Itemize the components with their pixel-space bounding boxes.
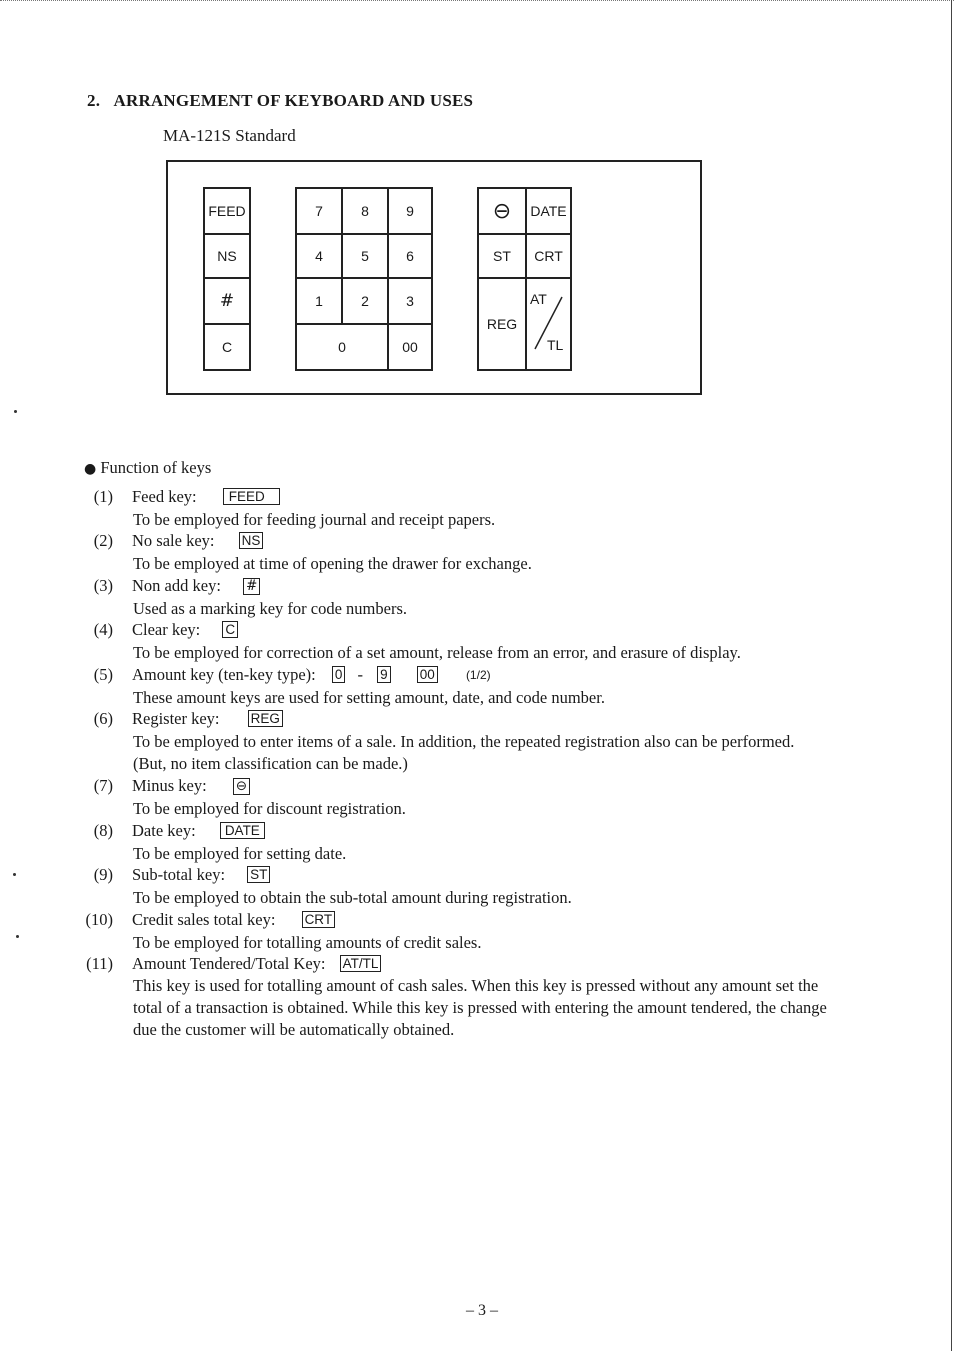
- key-ref: DATE: [220, 822, 265, 839]
- key-ref: ⊖: [233, 778, 250, 795]
- key-clear: C: [203, 323, 251, 371]
- scan-edge: [0, 0, 954, 3]
- key-4: 4: [295, 233, 343, 279]
- section-number: 2.: [87, 91, 101, 110]
- function-heading: ● Function of keys: [84, 458, 212, 477]
- key-6: 6: [387, 233, 433, 279]
- page-number: – 3 –: [466, 1302, 498, 1319]
- key-3: 3: [387, 277, 433, 325]
- key-ref: FEED: [223, 488, 280, 505]
- key-ref: NS: [239, 532, 264, 549]
- section-heading: [87, 91, 473, 111]
- key-at-label: AT: [530, 291, 547, 307]
- key-at-tl: [525, 277, 572, 371]
- key-00: 00: [387, 323, 433, 371]
- key-7: 7: [295, 187, 343, 235]
- key-2: 2: [341, 277, 389, 325]
- key-non-add: #: [203, 277, 251, 325]
- key-st: ST: [477, 233, 527, 279]
- key-crt: CRT: [525, 233, 572, 279]
- key-ref: (1/2): [465, 668, 491, 682]
- key-ns: NS: [203, 233, 251, 279]
- key-ref: AT/TL: [340, 955, 382, 972]
- key-date: DATE: [525, 187, 572, 235]
- key-ref: REG: [248, 710, 283, 727]
- scan-edge-right: [951, 0, 952, 1351]
- key-1: 1: [295, 277, 343, 325]
- scan-speck: [14, 410, 17, 413]
- key-9: 9: [387, 187, 433, 235]
- section-title: ARRANGEMENT OF KEYBOARD AND USES: [113, 91, 474, 110]
- key-reg: REG: [477, 277, 527, 371]
- key-ref: #: [243, 578, 260, 595]
- key-5: 5: [341, 233, 389, 279]
- key-ref: 0: [332, 666, 346, 683]
- key-ref: ST: [247, 866, 270, 883]
- model-label: MA-121S Standard: [163, 126, 296, 145]
- scan-speck: [13, 873, 16, 876]
- key-ref: 9: [377, 666, 391, 683]
- scan-speck: [16, 935, 19, 938]
- bullet-icon: ●: [84, 461, 97, 477]
- key-ref: 00: [417, 666, 438, 683]
- key-feed: FEED: [203, 187, 251, 235]
- keyboard-diagram: [166, 160, 702, 395]
- key-ref: CRT: [302, 911, 336, 928]
- key-0: 0: [295, 323, 389, 371]
- key-tl-label: TL: [547, 337, 564, 353]
- key-ref: C: [222, 621, 238, 638]
- key-minus: ⊖: [477, 187, 527, 235]
- key-8: 8: [341, 187, 389, 235]
